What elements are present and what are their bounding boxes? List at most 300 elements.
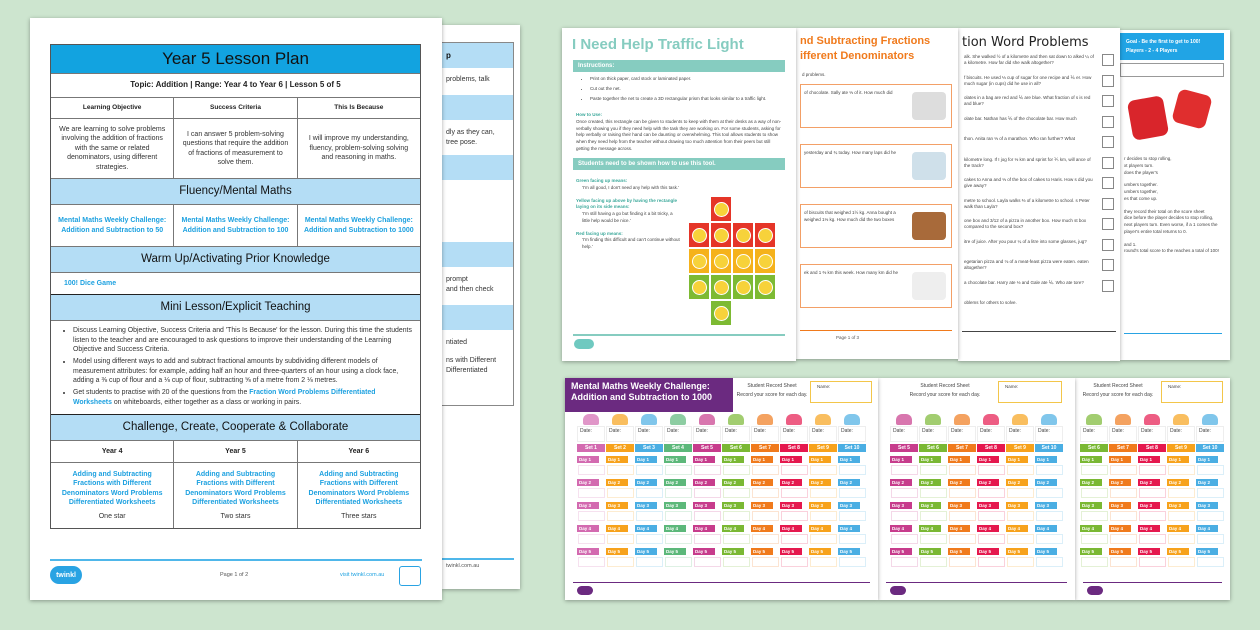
score-field[interactable]: [1036, 488, 1063, 498]
set-label: Set 9: [1167, 444, 1195, 452]
score-field[interactable]: [920, 511, 947, 521]
fluency-link[interactable]: Mental Maths Weekly Challenge: Addition and Subtraction to 100: [173, 205, 296, 246]
net-face: [710, 274, 732, 300]
day-label: Day 5: [1109, 548, 1131, 555]
emoji-face-icon: [714, 306, 729, 321]
score-field[interactable]: [1036, 557, 1063, 567]
score-field[interactable]: [1081, 465, 1108, 475]
score-field[interactable]: [891, 557, 918, 567]
record-sheet-instructions: Record your score for each day.: [909, 392, 981, 398]
day-label: Day 4: [919, 525, 941, 532]
set-label: Set 10: [1196, 444, 1224, 452]
day-label: Day 5: [1138, 548, 1160, 555]
date-label: Date:: [667, 428, 679, 434]
question-text: of biscuits that weighed 1½ kg. Anna bought a weighed 1⅓ kg. How much did the two boxes: [804, 210, 896, 222]
score-field[interactable]: [1110, 534, 1137, 544]
score-field[interactable]: [949, 488, 976, 498]
fractions-subtitle: d problems.: [802, 72, 826, 77]
name-field[interactable]: [998, 381, 1062, 403]
score-field[interactable]: [1110, 465, 1137, 475]
day-label: Day 3: [693, 502, 715, 509]
day-label: Day 1: [838, 456, 860, 463]
day-label: Day 4: [635, 525, 657, 532]
day-label: Day 1: [1138, 456, 1160, 463]
score-field[interactable]: [752, 534, 779, 544]
set-label: Set 5: [890, 444, 918, 452]
score-field[interactable]: [1168, 488, 1195, 498]
score-field[interactable]: [949, 511, 976, 521]
day-label: Day 5: [1167, 548, 1189, 555]
score-field[interactable]: [1139, 465, 1166, 475]
question-text: olates in a bag are red and ⅙ are blue. What fraction of s is red and blue?: [964, 95, 1091, 107]
score-field[interactable]: [781, 557, 808, 567]
score-field[interactable]: [723, 557, 750, 567]
score-field[interactable]: [578, 511, 605, 521]
monster-icon: [1041, 414, 1057, 425]
score-field[interactable]: [1081, 557, 1108, 567]
answer-checkbox[interactable]: [1102, 218, 1114, 230]
fluency-link[interactable]: Mental Maths Weekly Challenge: Addition and Subtraction to 50: [58, 217, 167, 234]
lesson-plan-page-1: [30, 18, 442, 600]
header-success-criteria: Success Criteria: [173, 98, 296, 118]
score-field[interactable]: [920, 534, 947, 544]
fractions-title: ifferent Denominators: [800, 49, 915, 62]
day-label: Day 2: [780, 479, 802, 486]
day-label: Day 4: [751, 525, 773, 532]
day-label: Day 1: [919, 456, 941, 463]
rule-line: r decides to stop rolling,: [1124, 156, 1172, 161]
net-face: [710, 300, 732, 326]
page2-site[interactable]: twinkl.com.au: [446, 563, 480, 569]
day-label: Day 5: [890, 548, 912, 555]
net-face: [754, 222, 776, 248]
score-field[interactable]: [752, 511, 779, 521]
date-label: Date:: [1112, 428, 1124, 434]
day-label: Day 2: [809, 479, 831, 486]
score-field[interactable]: [891, 511, 918, 521]
score-field[interactable]: [920, 488, 947, 498]
fluency-link[interactable]: Mental Maths Weekly Challenge: Addition and Subtraction to 1000: [297, 205, 420, 246]
day-label: Day 5: [919, 548, 941, 555]
emoji-face-icon: [758, 228, 773, 243]
score-field[interactable]: [839, 534, 866, 544]
monster-icon: [1012, 414, 1028, 425]
score-field[interactable]: [636, 534, 663, 544]
day-label: Day 3: [1167, 502, 1189, 509]
score-field[interactable]: [1036, 465, 1063, 475]
traffic-light-page: [562, 28, 796, 361]
score-field[interactable]: [1081, 511, 1108, 521]
day-label: Day 1: [664, 456, 686, 463]
score-field[interactable]: [810, 557, 837, 567]
score-field[interactable]: [1036, 534, 1063, 544]
day-label: Day 1: [1109, 456, 1131, 463]
day-label: Day 4: [948, 525, 970, 532]
score-field[interactable]: [978, 534, 1005, 544]
traffic-light-title: I Need Help Traffic Light: [572, 36, 744, 53]
score-field[interactable]: [781, 465, 808, 475]
bullet: • Model using different ways to add and subtract fractional amounts by subdividing different models of measurement attributes: for example, adding half an hour and three-quarters of an hour using a clock face, adding a ⅜ cup of flour and a ⅛ cup of flour, subtracting ⅝ of a metre from 2 ⅛ metres.: [73, 357, 412, 386]
net-face: [688, 248, 710, 274]
day-label: Day 5: [1035, 548, 1057, 555]
name-label: Name:: [1005, 384, 1019, 389]
emoji-face-icon: [692, 228, 707, 243]
how-to-use-heading: How to Use:: [576, 112, 603, 117]
score-field[interactable]: [1081, 488, 1108, 498]
net-face: [688, 222, 710, 248]
answer-checkbox[interactable]: [1102, 280, 1114, 292]
score-field[interactable]: [891, 488, 918, 498]
emoji-face-icon: [736, 254, 751, 269]
net-face: [732, 274, 754, 300]
day-label: Day 3: [977, 502, 999, 509]
score-field[interactable]: [665, 534, 692, 544]
score-field[interactable]: [694, 511, 721, 521]
day-label: Day 1: [1035, 456, 1057, 463]
answer-checkbox[interactable]: [1102, 198, 1114, 210]
day-label: Day 3: [809, 502, 831, 509]
footer-line: [573, 582, 870, 583]
answer-checkbox[interactable]: [1102, 259, 1114, 271]
score-field[interactable]: [578, 465, 605, 475]
day-label: Day 3: [919, 502, 941, 509]
section-fluency: Fluency/Mental Maths: [51, 179, 420, 204]
score-field[interactable]: [839, 488, 866, 498]
score-field[interactable]: [1139, 511, 1166, 521]
score-field[interactable]: [578, 488, 605, 498]
monster-icon: [699, 414, 715, 425]
record-sheet-instructions: Record your score for each day.: [1082, 392, 1154, 398]
score-field[interactable]: [920, 557, 947, 567]
day-label: Day 3: [722, 502, 744, 509]
score-field[interactable]: [1110, 488, 1137, 498]
score-field[interactable]: [665, 557, 692, 567]
score-field[interactable]: [920, 465, 947, 475]
day-label: Day 2: [1196, 479, 1218, 486]
rule-line: next players turn. Even worse, if a 1 comes the player's entire total returns to 0.: [1124, 222, 1218, 234]
day-label: Day 5: [693, 548, 715, 555]
day-label: Day 1: [1006, 456, 1028, 463]
instruction-step: • Print on thick paper, card stock or laminated paper.: [590, 76, 784, 83]
score-field[interactable]: [723, 511, 750, 521]
monster-icon: [983, 414, 999, 425]
date-label: Date:: [812, 428, 824, 434]
score-field[interactable]: [636, 511, 663, 521]
twinkl-logo: [890, 586, 906, 595]
answer-checkbox[interactable]: [1102, 75, 1114, 87]
score-field[interactable]: [949, 534, 976, 544]
score-field[interactable]: [891, 534, 918, 544]
day-label: Day 2: [1138, 479, 1160, 486]
score-field[interactable]: [1168, 534, 1195, 544]
day-label: Day 5: [664, 548, 686, 555]
day-label: Day 2: [577, 479, 599, 486]
day-label: Day 3: [1196, 502, 1218, 509]
day-label: Day 2: [664, 479, 686, 486]
score-field[interactable]: [1197, 534, 1224, 544]
score-field[interactable]: [1007, 534, 1034, 544]
score-field[interactable]: [1197, 557, 1224, 567]
score-field[interactable]: [1036, 511, 1063, 521]
monster-icon: [815, 414, 831, 425]
day-label: Day 3: [1006, 502, 1028, 509]
day-label: Day 4: [780, 525, 802, 532]
score-field[interactable]: [978, 511, 1005, 521]
score-field[interactable]: [781, 534, 808, 544]
quality-badge-icon: [399, 566, 421, 586]
net-face: [754, 274, 776, 300]
set-label: Set 7: [948, 444, 976, 452]
emoji-face-icon: [758, 280, 773, 295]
footer-line: [1083, 582, 1222, 583]
score-field[interactable]: [665, 465, 692, 475]
score-field[interactable]: [578, 534, 605, 544]
day-label: Day 1: [722, 456, 744, 463]
day-label: Day 1: [977, 456, 999, 463]
how-to-use-text: Once created, this rectangle can be given to students to keep with them at their desks as a way of non-verbally showing you if they need help with the task they are working on. For some students, asking for help verbally or raising their hand can be daunting or overwhelming. This tool allows students to show when they need help from the teacher without drawing too much attention from their peers but still getting the message across.: [576, 118, 782, 151]
day-label: Day 3: [751, 502, 773, 509]
day-label: Day 5: [977, 548, 999, 555]
page2-text: tree pose.: [446, 138, 478, 146]
word-problems-page: [958, 28, 1120, 361]
score-field[interactable]: [1007, 511, 1034, 521]
day-label: Day 5: [1080, 548, 1102, 555]
day-label: Day 2: [1167, 479, 1189, 486]
rule-line: umbers together.: [1124, 182, 1158, 188]
date-label: Date:: [951, 428, 963, 434]
answer-checkbox[interactable]: [1102, 54, 1114, 66]
fraction-worksheets-link[interactable]: Fraction Word Problems Differentiated Worksheets: [73, 388, 376, 406]
challenge-link[interactable]: Adding and Subtracting Fractions with Different Denominators Word Problems Differentiated Worksheets: [61, 470, 163, 506]
record-sheet-instructions: Record your score for each day.: [736, 392, 808, 398]
score-field[interactable]: [1007, 557, 1034, 567]
twinkl-logo: [574, 339, 594, 349]
score-field[interactable]: [665, 511, 692, 521]
score-field[interactable]: [1007, 488, 1034, 498]
net-face: [710, 248, 732, 274]
score-field[interactable]: [1168, 465, 1195, 475]
dice-game-link[interactable]: 100! Dice Game: [64, 279, 117, 287]
emoji-face-icon: [758, 254, 773, 269]
score-field[interactable]: [607, 557, 634, 567]
day-label: Day 5: [751, 548, 773, 555]
score-field[interactable]: [694, 534, 721, 544]
question-text: thon. Anita ran ⅓ of a marathon. Who ran further? What: [964, 136, 1076, 141]
topic-line: Topic: Addition | Range: Year 4 to Year 6 | Lesson 5 of 5: [130, 80, 341, 90]
set-label: Set 6: [722, 444, 750, 452]
score-field[interactable]: [839, 465, 866, 475]
record-sheet: [878, 378, 1075, 600]
set-label: Set 6: [919, 444, 947, 452]
date-label: Date:: [1199, 428, 1211, 434]
question-text: f biscuits. He used ⅓ cup of sugar for one recipe and ⅙ er. How much sugar (in cups) did he use in all?: [964, 74, 1092, 86]
set-label: Set 9: [1006, 444, 1034, 452]
net-face: [710, 196, 732, 222]
date-label: Date:: [1009, 428, 1021, 434]
score-field[interactable]: [781, 488, 808, 498]
challenge-link[interactable]: Adding and Subtracting Fractions with Different Denominators Word Problems Differentiated Worksheets: [308, 470, 410, 506]
score-field[interactable]: [839, 557, 866, 567]
players-text: Players - 2 - 4 Players: [1126, 48, 1178, 54]
net-face: [732, 248, 754, 274]
score-field[interactable]: [694, 465, 721, 475]
score-field[interactable]: [978, 488, 1005, 498]
score-field[interactable]: [949, 465, 976, 475]
mini-lesson-bullets: [51, 321, 420, 414]
site-link[interactable]: visit twinkl.com.au: [340, 572, 385, 578]
dice-icon: [1127, 95, 1169, 141]
learning-objective-text: We are learning to solve problems involving the addition of fractions with the same or related denominators, using different strategies.: [59, 125, 166, 171]
score-field[interactable]: [752, 465, 779, 475]
date-label: Date:: [783, 428, 795, 434]
score-field[interactable]: [810, 511, 837, 521]
day-label: Day 2: [919, 479, 941, 486]
question-text: a chocolate bar. Harry ate ⅓ and Gale ate ⅙. Who ate tore?: [964, 279, 1084, 285]
monster-icon: [1144, 414, 1160, 425]
score-field[interactable]: [694, 557, 721, 567]
score-field[interactable]: [810, 534, 837, 544]
monster-icon: [728, 414, 744, 425]
score-field[interactable]: [607, 465, 634, 475]
score-field[interactable]: [1110, 557, 1137, 567]
answer-checkbox[interactable]: [1102, 177, 1114, 189]
name-label: Name:: [817, 384, 831, 389]
answer-checkbox[interactable]: [1102, 136, 1114, 148]
name-field[interactable]: [810, 381, 872, 403]
score-field[interactable]: [891, 465, 918, 475]
net-face: [732, 222, 754, 248]
question-text: alk. She walked ½ of a kilometre and then sat down to alked ¼ of a kilometre. How far did she walk altogether?: [964, 54, 1094, 66]
day-label: Day 5: [948, 548, 970, 555]
score-field[interactable]: [810, 465, 837, 475]
footer-line: [886, 582, 1067, 583]
score-field[interactable]: [1197, 511, 1224, 521]
score-field[interactable]: [1197, 465, 1224, 475]
day-label: Day 2: [751, 479, 773, 486]
date-label: Date:: [638, 428, 650, 434]
set-label: Set 3: [635, 444, 663, 452]
day-label: Day 1: [751, 456, 773, 463]
day-label: Day 5: [1196, 548, 1218, 555]
monster-icon: [1115, 414, 1131, 425]
page-number: Page 1 of 3: [836, 335, 860, 340]
score-field[interactable]: [752, 488, 779, 498]
answer-checkbox[interactable]: [1102, 239, 1114, 251]
score-field[interactable]: [607, 488, 634, 498]
question-illustration: [912, 152, 946, 180]
day-label: Day 3: [1035, 502, 1057, 509]
set-label: Set 10: [1035, 444, 1063, 452]
score-field[interactable]: [694, 488, 721, 498]
date-label: Date:: [922, 428, 934, 434]
score-field[interactable]: [839, 511, 866, 521]
answer-checkbox[interactable]: [1102, 95, 1114, 107]
day-label: Day 3: [635, 502, 657, 509]
score-field[interactable]: [607, 534, 634, 544]
score-field[interactable]: [949, 557, 976, 567]
this-is-because-text: I will improve my understanding, fluency, problem-solving solving and reasoning in maths.: [297, 119, 420, 178]
day-label: Day 4: [1080, 525, 1102, 532]
day-label: Day 4: [722, 525, 744, 532]
score-field[interactable]: [978, 557, 1005, 567]
star-level: Three stars: [341, 513, 377, 521]
page2-text: dly as they can,: [446, 129, 495, 136]
day-label: Day 4: [664, 525, 686, 532]
score-field[interactable]: [810, 488, 837, 498]
score-field[interactable]: [723, 465, 750, 475]
set-label: Set 4: [664, 444, 692, 452]
lesson-plan-table: [50, 44, 421, 529]
answer-checkbox[interactable]: [1102, 116, 1114, 128]
name-field[interactable]: [1161, 381, 1223, 403]
day-label: Day 2: [606, 479, 628, 486]
day-label: Day 3: [780, 502, 802, 509]
question-text: one box and 3/12 of a pizza in another box. How much st box compared to the second box?: [964, 218, 1087, 230]
score-field[interactable]: [752, 557, 779, 567]
score-field[interactable]: [636, 557, 663, 567]
set-label: Set 6: [1080, 444, 1108, 452]
net-face: [688, 274, 710, 300]
day-label: Day 3: [577, 502, 599, 509]
year-header: Year 5: [173, 441, 296, 462]
score-field[interactable]: [636, 488, 663, 498]
score-field[interactable]: [723, 488, 750, 498]
star-level: One star: [98, 513, 126, 521]
fractions-page: [796, 28, 958, 359]
score-field[interactable]: [636, 465, 663, 475]
instruction-step: • Cut out the net.: [590, 86, 784, 93]
page-title: Year 5 Lesson Plan: [51, 45, 420, 73]
date-label: Date:: [696, 428, 708, 434]
score-field[interactable]: [1081, 534, 1108, 544]
question-text: cakes to Anna and ⅓ of the box of cakes to Haris. How s did you give away?: [964, 177, 1093, 189]
emoji-face-icon: [714, 254, 729, 269]
score-field[interactable]: [578, 557, 605, 567]
score-field[interactable]: [1110, 511, 1137, 521]
score-field[interactable]: [1139, 534, 1166, 544]
rule-line: does the player's: [1124, 169, 1158, 175]
record-sheet: [565, 378, 878, 600]
score-field[interactable]: [1197, 488, 1224, 498]
day-label: Day 5: [635, 548, 657, 555]
rule-line: and 1.: [1124, 241, 1137, 247]
score-field[interactable]: [1139, 488, 1166, 498]
score-field[interactable]: [978, 465, 1005, 475]
page2-text: and then check: [446, 285, 494, 293]
day-label: Day 3: [948, 502, 970, 509]
score-field[interactable]: [665, 488, 692, 498]
score-field[interactable]: [1168, 557, 1195, 567]
traffic-light-net: [688, 196, 780, 331]
day-label: Day 1: [1080, 456, 1102, 463]
emoji-face-icon: [714, 280, 729, 295]
monster-icon: [583, 414, 599, 425]
answer-checkbox[interactable]: [1102, 157, 1114, 169]
score-field[interactable]: [1139, 557, 1166, 567]
score-field[interactable]: [781, 511, 808, 521]
score-field[interactable]: [723, 534, 750, 544]
question-text: egetarian pizza and ⅛ of a meat-feast pizza were eaten. eaten altogether?: [964, 259, 1089, 271]
dice-game-page: [1120, 30, 1230, 360]
page2-text: Differentiated: [446, 366, 488, 374]
challenge-link[interactable]: Adding and Subtracting Fractions with Different Denominators Word Problems Differentiated Worksheets: [185, 470, 286, 506]
score-field[interactable]: [607, 511, 634, 521]
question-text: kilometre long. If I jog for ⅓ km and sprint for ⅕ km, will ance of the track?: [964, 156, 1091, 168]
score-field[interactable]: [1007, 465, 1034, 475]
day-label: Day 3: [606, 502, 628, 509]
page2-text: problems, talk: [446, 76, 490, 83]
score-field[interactable]: [1168, 511, 1195, 521]
